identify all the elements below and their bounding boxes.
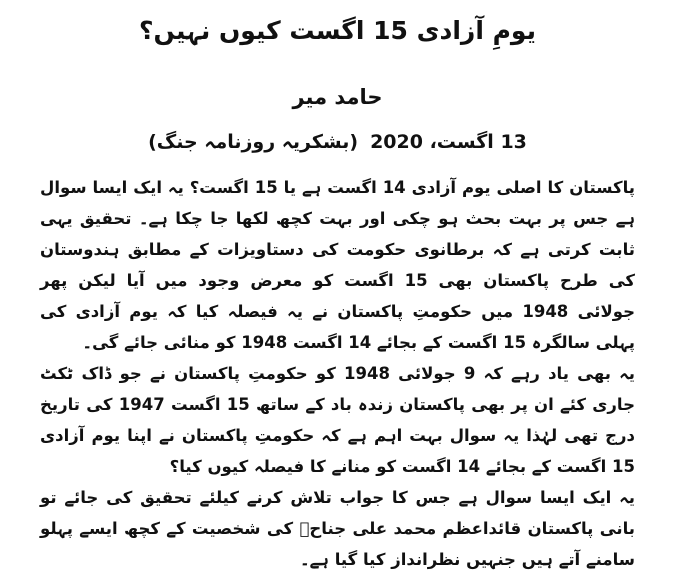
article-body: [40, 172, 635, 575]
publish-date: 13 اگست، 2020: [370, 131, 527, 153]
paragraph: یہ ایک ایسا سوال ہے جس کا جواب تلاش کرنے کیلئے تحقیق کی جائے تو بانی پاکستان قائداعظم محمد علی جناحؒ کی شخصیت کے کچھ ایسے پہلو سامنے آتے ہیں جنہیں نظرانداز کیا گیا ہے۔: [40, 488, 635, 569]
article-title: یومِ آزادی 15 اگست کیوں نہیں؟: [139, 16, 536, 45]
paragraph: یہ بھی یاد رہے کہ 9 جولائی 1948 کو حکومتِ پاکستان نے جو ڈاک ٹکٹ جاری کئے ان پر بھی پاکستان زندہ باد کے ساتھ 15 اگست 1947 کی تاریخ درج تھی لہٰذا یہ سوال بہت اہم ہے کہ حکومتِ پاکستان نے اپنا یوم آزادی 15 اگست کے بجائے 14 اگست کو منانے کا فیصلہ کیوں کیا؟: [40, 364, 636, 476]
dateline: [0, 128, 675, 156]
source-credit: (بشکریہ روزنامہ جنگ): [148, 131, 359, 153]
paragraph: پاکستان کا اصلی یوم آزادی 14 اگست ہے یا 15 اگست؟ یہ ایک ایسا سوال ہے جس پر بہت بحث ہو چکی اور بہت کچھ لکھا جا چکا ہے۔ تحقیق یہی ثابت کرتی ہے کہ برطانوی حکومت کی دستاویزات کے مطابق ہندوستان کی طرح پاکستان بھی 15 اگست کو معرض وجود میں آیا لیکن پھر جولائی 1948 میں حکومتِ پاکستان نے یہ فیصلہ کیا کہ یوم آزادی کی پہلی سالگرہ 15 اگست کے بجائے 14 اگست 1948 کو منائی جائے گی۔: [40, 178, 635, 352]
author-name: حامد میر: [292, 85, 383, 109]
